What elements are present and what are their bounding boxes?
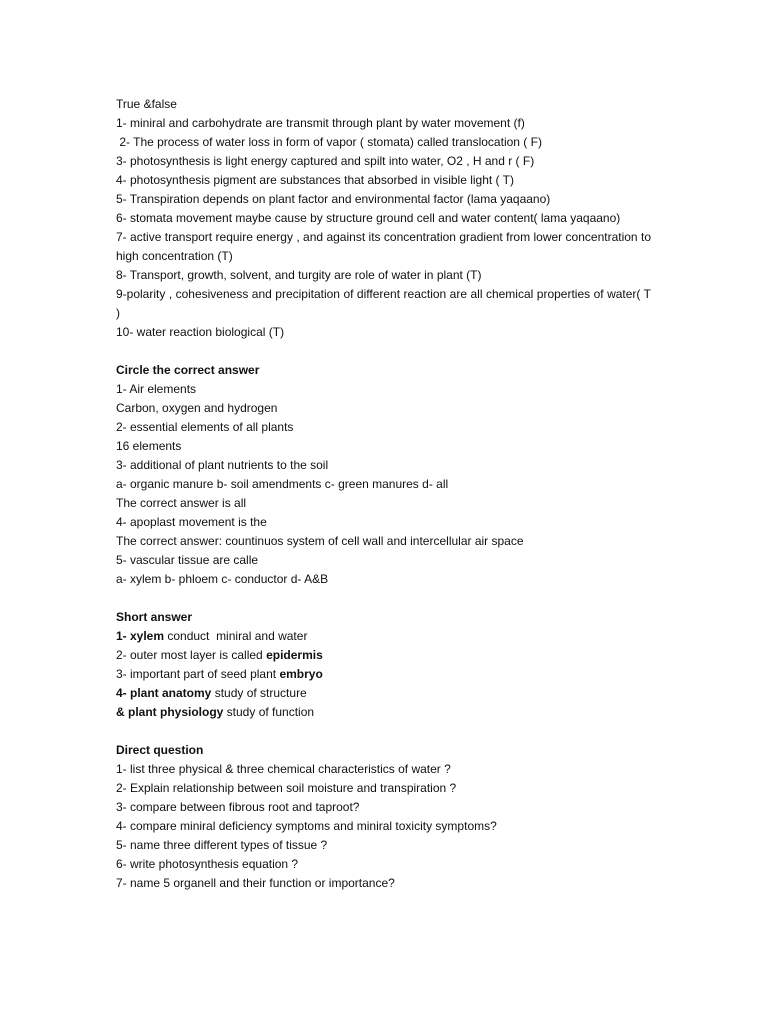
circle-item: 1- Air elements bbox=[116, 382, 197, 396]
short-answer-text: 3- important part of seed plant bbox=[116, 667, 280, 681]
short-answer-item bbox=[116, 665, 651, 684]
direct-question-item: 1- list three physical & three chemical characteristics of water ? bbox=[116, 762, 451, 776]
tf-item: 3- photosynthesis is light energy captured and spilt into water, O2 , H and r ( F) bbox=[116, 154, 535, 168]
true-false-heading: True &false bbox=[116, 97, 177, 111]
short-answer-term: 4- plant anatomy bbox=[116, 686, 212, 700]
tf-item: 6- stomata movement maybe cause by structure ground cell and water content( lama yaqaano) bbox=[116, 211, 621, 225]
short-answer-text: conduct miniral and water bbox=[164, 629, 308, 643]
tf-item: 1- miniral and carbohydrate are transmit through plant by water movement (f) bbox=[116, 116, 525, 130]
direct-question-item: 7- name 5 organell and their function or importance? bbox=[116, 876, 395, 890]
circle-item: 2- essential elements of all plants bbox=[116, 420, 294, 434]
short-answer-text: study of function bbox=[223, 705, 315, 719]
short-answer-term: & plant physiology bbox=[116, 705, 224, 719]
circle-item: Carbon, oxygen and hydrogen bbox=[116, 401, 278, 415]
direct-question-item: 2- Explain relationship between soil moisture and transpiration ? bbox=[116, 781, 457, 795]
short-answer-term: embryo bbox=[279, 667, 323, 681]
direct-question-heading: Direct question bbox=[116, 743, 204, 757]
circle-item: a- organic manure b- soil amendments c- green manures d- all bbox=[116, 477, 449, 491]
circle-heading: Circle the correct answer bbox=[116, 363, 260, 377]
short-answer-item bbox=[116, 703, 651, 722]
direct-question-item: 4- compare miniral deficiency symptoms and miniral toxicity symptoms? bbox=[116, 819, 497, 833]
tf-item: 7- active transport require energy , and against its concentration gradient from lower concentration to high concentration (T) bbox=[116, 230, 651, 263]
short-answer-item bbox=[116, 646, 651, 665]
circle-item: 4- apoplast movement is the bbox=[116, 515, 267, 529]
section-spacer bbox=[116, 342, 651, 361]
section-spacer bbox=[116, 589, 651, 608]
short-answer-text: 2- outer most layer is called bbox=[116, 648, 267, 662]
circle-item: 5- vascular tissue are calle bbox=[116, 553, 259, 567]
tf-item: 5- Transpiration depends on plant factor and environmental factor (lama yaqaano) bbox=[116, 192, 551, 206]
short-answer-term: epidermis bbox=[266, 648, 323, 662]
direct-question-item: 6- write photosynthesis equation ? bbox=[116, 857, 299, 871]
direct-question-item: 5- name three different types of tissue ? bbox=[116, 838, 328, 852]
tf-item: 9-polarity , cohesiveness and precipitation of different reaction are all chemical properties of water( T ) bbox=[116, 287, 651, 320]
short-answer-heading: Short answer bbox=[116, 610, 193, 624]
short-answer-text: study of structure bbox=[211, 686, 307, 700]
document-body bbox=[116, 95, 651, 893]
section-spacer bbox=[116, 722, 651, 741]
tf-item: 8- Transport, growth, solvent, and turgity are role of water in plant (T) bbox=[116, 268, 482, 282]
circle-item: The correct answer is all bbox=[116, 496, 247, 510]
short-answer-term: 1- xylem bbox=[116, 629, 165, 643]
tf-item: 10- water reaction biological (T) bbox=[116, 325, 285, 339]
short-answer-item bbox=[116, 684, 651, 703]
circle-item: The correct answer: countinuos system of cell wall and intercellular air space bbox=[116, 534, 524, 548]
tf-item: 2- The process of water loss in form of vapor ( stomata) called translocation ( F) bbox=[116, 135, 542, 149]
tf-item: 4- photosynthesis pigment are substances that absorbed in visible light ( T) bbox=[116, 173, 514, 187]
circle-item: 3- additional of plant nutrients to the soil bbox=[116, 458, 329, 472]
circle-item: 16 elements bbox=[116, 439, 182, 453]
direct-question-item: 3- compare between fibrous root and taproot? bbox=[116, 800, 360, 814]
short-answer-item bbox=[116, 627, 651, 646]
circle-item: a- xylem b- phloem c- conductor d- A&B bbox=[116, 572, 329, 586]
